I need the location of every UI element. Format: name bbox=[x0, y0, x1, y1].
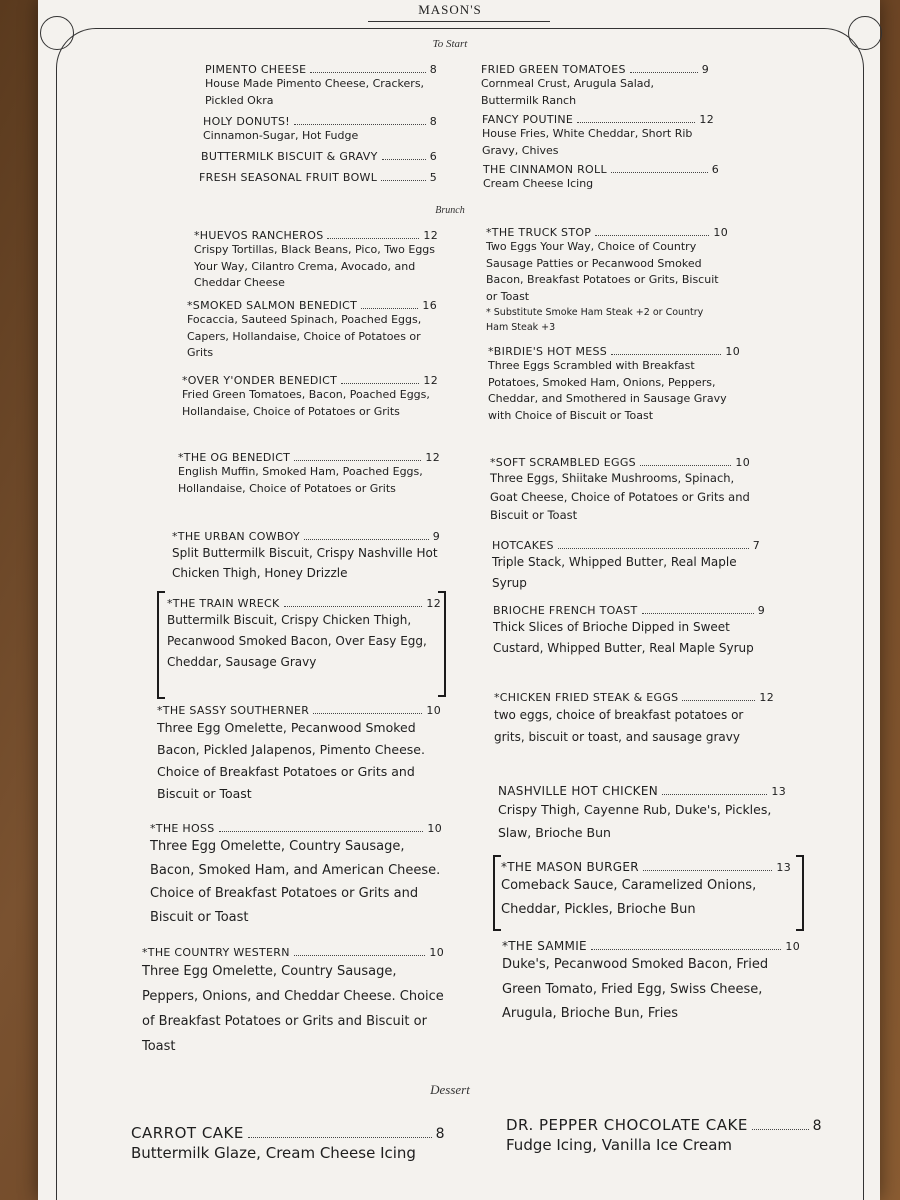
highlight-bracket-left bbox=[157, 591, 165, 699]
item-price: 9 bbox=[757, 604, 765, 617]
item-name: *CHICKEN FRIED STEAK & EGGS bbox=[494, 691, 679, 704]
menu-item bbox=[178, 451, 440, 497]
item-description: Fudge Icing, Vanilla Ice Cream bbox=[506, 1136, 733, 1154]
item-price: 8 bbox=[429, 115, 437, 128]
item-description: Thick Slices of Brioche Dipped in Sweet Custard, Whipped Butter, Real Maple Syrup bbox=[493, 620, 754, 655]
dot-leader bbox=[643, 864, 773, 871]
item-description: Comeback Sauce, Caramelized Onions, Cheddar, Pickles, Brioche Bun bbox=[501, 878, 757, 917]
item-name: *OVER Y'ONDER BENEDICT bbox=[182, 374, 338, 387]
item-name: FRESH SEASONAL FRUIT BOWL bbox=[199, 171, 378, 184]
item-price: 6 bbox=[429, 150, 437, 163]
dot-leader bbox=[752, 1121, 809, 1130]
item-price: 12 bbox=[759, 691, 774, 704]
item-name: *SOFT SCRAMBLED EGGS bbox=[490, 456, 636, 469]
menu-item bbox=[493, 604, 765, 659]
item-name: *THE URBAN COWBOY bbox=[172, 530, 300, 543]
menu-item bbox=[187, 299, 437, 362]
item-name: *THE OG BENEDICT bbox=[178, 451, 291, 464]
item-price: 9 bbox=[701, 63, 709, 76]
dot-leader bbox=[294, 454, 421, 461]
item-name: *THE HOSS bbox=[150, 822, 215, 835]
item-price: 10 bbox=[735, 456, 750, 469]
menu-item bbox=[199, 171, 437, 184]
item-price: 10 bbox=[785, 940, 800, 953]
dot-leader bbox=[630, 66, 698, 73]
dot-leader bbox=[640, 459, 731, 466]
item-name: HOLY DONUTS! bbox=[203, 115, 290, 128]
item-name: THE CINNAMON ROLL bbox=[483, 163, 607, 176]
item-name: *HUEVOS RANCHEROS bbox=[194, 229, 324, 242]
dot-leader bbox=[219, 825, 424, 832]
menu-item bbox=[142, 946, 444, 1059]
menu-item bbox=[157, 704, 441, 805]
item-name: FRIED GREEN TOMATOES bbox=[481, 63, 626, 76]
menu-item bbox=[483, 163, 719, 193]
item-price: 8 bbox=[429, 63, 437, 76]
item-price: 7 bbox=[752, 539, 760, 552]
item-name: *BIRDIE'S HOT MESS bbox=[488, 345, 608, 358]
item-description: Split Buttermilk Biscuit, Crispy Nashville Hot Chicken Thigh, Honey Drizzle bbox=[172, 546, 438, 580]
item-description: Cream Cheese Icing bbox=[483, 177, 594, 190]
dot-leader bbox=[642, 607, 754, 614]
item-note: * Substitute Smoke Ham Steak +2 or Country Ham Steak +3 bbox=[486, 307, 704, 333]
section-heading-brunch: Brunch bbox=[435, 205, 465, 216]
menu-item bbox=[203, 115, 437, 145]
dot-leader bbox=[294, 118, 426, 125]
dot-leader bbox=[611, 348, 721, 355]
menu-item bbox=[150, 822, 442, 929]
dot-leader bbox=[310, 66, 425, 73]
menu-item bbox=[494, 691, 774, 748]
item-description: Fried Green Tomatoes, Bacon, Poached Eggs, Hollandaise, Choice of Potatoes or Grits bbox=[182, 388, 430, 418]
item-price: 8 bbox=[812, 1118, 822, 1134]
item-description: Triple Stack, Whipped Butter, Real Maple Syrup bbox=[492, 555, 737, 590]
title-rule bbox=[368, 21, 550, 22]
menu-item bbox=[492, 539, 760, 594]
dot-leader bbox=[591, 943, 781, 950]
menu-item bbox=[131, 1124, 445, 1164]
dot-leader bbox=[313, 707, 422, 714]
item-description: House Made Pimento Cheese, Crackers, Pickled Okra bbox=[205, 77, 425, 107]
menu-item bbox=[205, 63, 437, 109]
dot-leader bbox=[248, 1129, 432, 1138]
item-description: Buttermilk Biscuit, Crispy Chicken Thigh, Pecanwood Smoked Bacon, Over Easy Egg, Cheddar, Sausage Gravy bbox=[167, 613, 427, 669]
dot-leader bbox=[381, 174, 426, 181]
item-name: *THE MASON BURGER bbox=[501, 860, 639, 874]
item-name: CARROT CAKE bbox=[131, 1124, 244, 1142]
item-price: 16 bbox=[422, 299, 437, 312]
item-price: 12 bbox=[425, 451, 440, 464]
menu-item bbox=[498, 784, 786, 844]
item-price: 10 bbox=[427, 822, 442, 835]
item-price: 9 bbox=[432, 530, 440, 543]
item-description: House Fries, White Cheddar, Short Rib Gravy, Chives bbox=[482, 127, 693, 157]
dot-leader bbox=[611, 166, 708, 173]
dot-leader bbox=[341, 377, 419, 384]
item-price: 10 bbox=[429, 946, 444, 959]
item-description: Three Egg Omelette, Country Sausage, Peppers, Onions, and Cheddar Cheese. Choice of Breakfast Potatoes or Grits and Biscuit or Toast bbox=[142, 964, 444, 1054]
item-name: *THE COUNTRY WESTERN bbox=[142, 946, 290, 959]
item-description: Three Eggs Scrambled with Breakfast Potatoes, Smoked Ham, Onions, Peppers, Cheddar, and Smothered in Sausage Gravy with Choice of Biscuit or Toast bbox=[488, 359, 727, 422]
item-price: 12 bbox=[426, 597, 441, 610]
item-name: BUTTERMILK BISCUIT & GRAVY bbox=[201, 150, 378, 163]
item-price: 12 bbox=[423, 229, 438, 242]
item-name: *THE SAMMIE bbox=[502, 939, 587, 953]
item-name: *THE TRUCK STOP bbox=[486, 226, 592, 239]
menu-item bbox=[201, 150, 437, 163]
item-name: PIMENTO CHEESE bbox=[205, 63, 307, 76]
item-price: 12 bbox=[423, 374, 438, 387]
menu-item bbox=[481, 63, 709, 109]
item-description: Three Egg Omelette, Country Sausage, Bacon, Smoked Ham, and American Cheese. Choice of Breakfast Potatoes or Grits and Biscuit or Toast bbox=[150, 839, 441, 925]
dot-leader bbox=[558, 542, 749, 549]
item-price: 8 bbox=[435, 1126, 445, 1142]
highlight-bracket-left bbox=[493, 855, 501, 931]
dot-leader bbox=[304, 533, 429, 540]
menu-item bbox=[506, 1116, 822, 1156]
item-name: *SMOKED SALMON BENEDICT bbox=[187, 299, 358, 312]
item-price: 13 bbox=[776, 861, 791, 874]
menu-item bbox=[194, 229, 438, 292]
item-description: Two Eggs Your Way, Choice of Country Sausage Patties or Pecanwood Smoked Bacon, Breakfast Potatoes or Grits, Biscuit or Toast bbox=[486, 240, 719, 303]
item-name: BRIOCHE FRENCH TOAST bbox=[493, 604, 638, 617]
dot-leader bbox=[682, 694, 755, 701]
item-name: DR. PEPPER CHOCOLATE CAKE bbox=[506, 1116, 748, 1134]
item-price: 6 bbox=[711, 163, 719, 176]
item-description: Duke's, Pecanwood Smoked Bacon, Fried Green Tomato, Fried Egg, Swiss Cheese, Arugula, Brioche Bun, Fries bbox=[502, 957, 769, 1021]
item-name: *THE SASSY SOUTHERNER bbox=[157, 704, 310, 717]
item-price: 10 bbox=[713, 226, 728, 239]
item-description: Buttermilk Glaze, Cream Cheese Icing bbox=[131, 1144, 416, 1162]
item-price: 12 bbox=[699, 113, 714, 126]
section-heading-to-start: To Start bbox=[432, 38, 468, 50]
item-description: Three Eggs, Shiitake Mushrooms, Spinach, Goat Cheese, Choice of Potatoes or Grits and Biscuit or Toast bbox=[490, 471, 750, 522]
menu-item bbox=[486, 226, 728, 335]
dot-leader bbox=[382, 153, 426, 160]
restaurant-title: MASON'S bbox=[418, 2, 482, 17]
dot-leader bbox=[284, 600, 423, 607]
item-name: *THE TRAIN WRECK bbox=[167, 597, 280, 610]
dot-leader bbox=[577, 116, 695, 123]
item-description: Cinnamon-Sugar, Hot Fudge bbox=[203, 129, 359, 142]
item-description: Crispy Tortillas, Black Beans, Pico, Two Eggs Your Way, Cilantro Crema, Avocado, and Cheddar Cheese bbox=[194, 243, 436, 289]
item-description: two eggs, choice of breakfast potatoes or grits, biscuit or toast, and sausage gravy bbox=[494, 708, 744, 744]
dot-leader bbox=[327, 232, 419, 239]
item-description: Focaccia, Sauteed Spinach, Poached Eggs, Capers, Hollandaise, Choice of Potatoes or Grits bbox=[187, 313, 422, 359]
menu-item bbox=[172, 530, 440, 583]
item-description: English Muffin, Smoked Ham, Poached Eggs, Hollandaise, Choice of Potatoes or Grits bbox=[178, 465, 423, 495]
section-heading-dessert: Dessert bbox=[430, 1082, 470, 1097]
item-price: 13 bbox=[771, 785, 786, 798]
item-description: Three Egg Omelette, Pecanwood Smoked Bacon, Pickled Jalapenos, Pimento Cheese. Choice of Breakfast Potatoes or Grits and Biscuit or Toast bbox=[157, 720, 425, 801]
item-price: 5 bbox=[429, 171, 437, 184]
menu-item bbox=[167, 597, 441, 673]
item-name: FANCY POUTINE bbox=[482, 113, 574, 126]
menu-item bbox=[482, 113, 714, 159]
dot-leader bbox=[662, 788, 767, 795]
item-description: Cornmeal Crust, Arugula Salad, Buttermilk Ranch bbox=[481, 77, 654, 107]
item-price: 10 bbox=[426, 704, 441, 717]
menu-item bbox=[502, 939, 800, 1027]
menu-item bbox=[182, 374, 438, 420]
dot-leader bbox=[361, 302, 418, 309]
highlight-bracket-right bbox=[796, 855, 804, 931]
menu-item bbox=[501, 860, 791, 922]
item-name: NASHVILLE HOT CHICKEN bbox=[498, 784, 659, 798]
menu-item bbox=[490, 456, 750, 525]
dot-leader bbox=[595, 229, 709, 236]
item-name: HOTCAKES bbox=[492, 539, 554, 552]
item-price: 10 bbox=[725, 345, 740, 358]
dot-leader bbox=[294, 949, 426, 956]
menu-item bbox=[488, 345, 740, 424]
item-description: Crispy Thigh, Cayenne Rub, Duke's, Pickles, Slaw, Brioche Bun bbox=[498, 802, 772, 840]
